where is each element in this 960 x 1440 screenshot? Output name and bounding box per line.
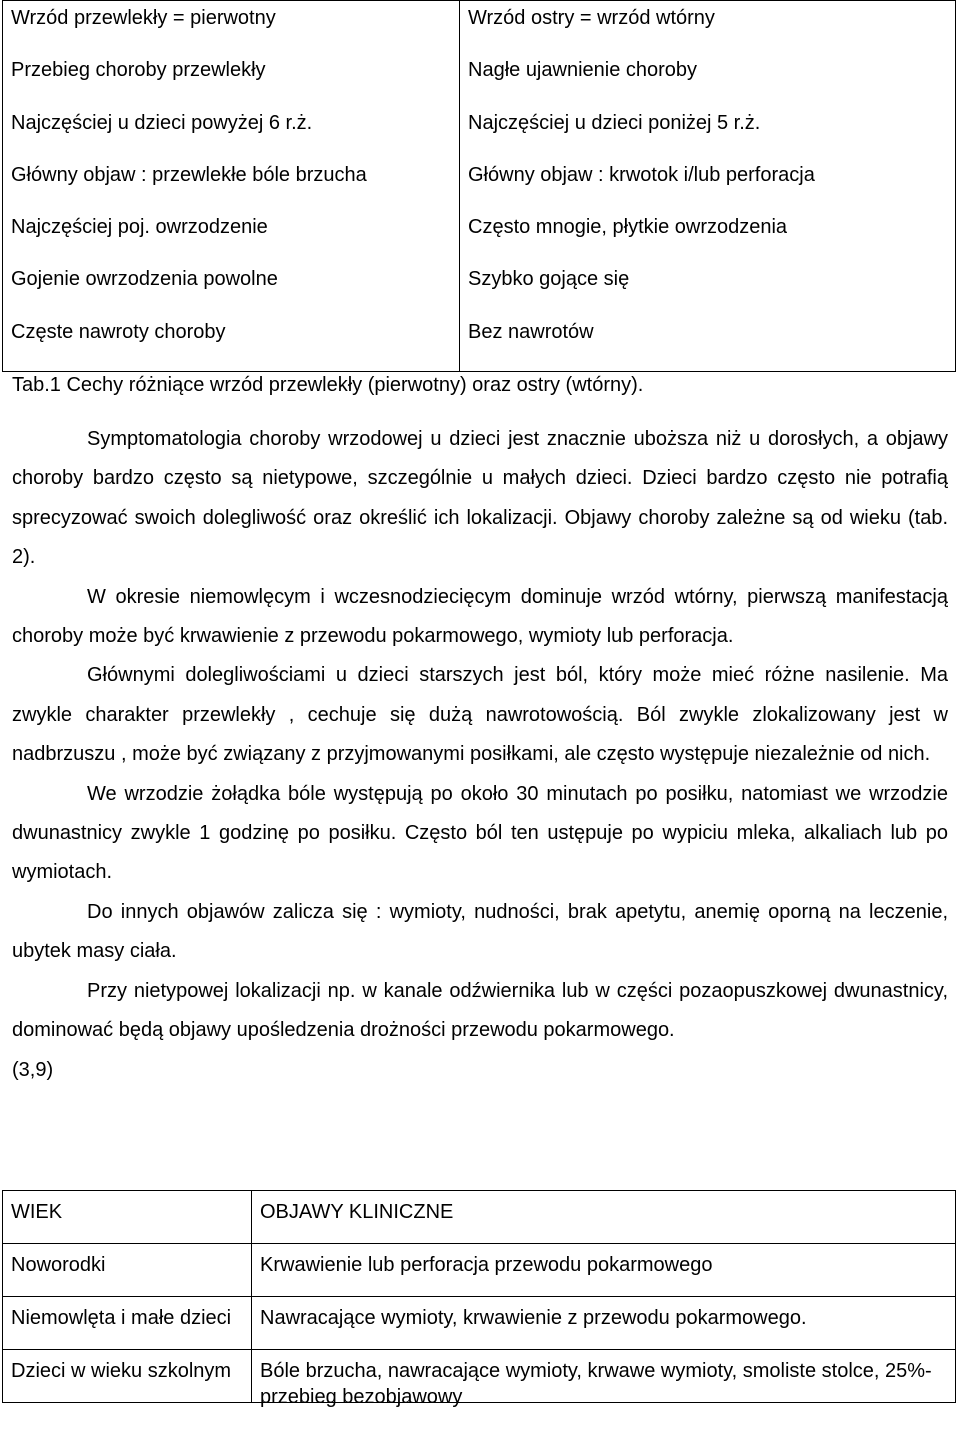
paragraph: Symptomatologia choroby wrzodowej u dzieci jest znacznie uboższa niż u dorosłych, a objawy choroby bardzo często są nietypowe, szczególnie u małych dzieci. Dzieci bardzo często nie potrafią sprecyzować swoich dolegliwość oraz określić ich lokalizacji. Objawy choroby zależne są od wieku (tab. 2). [12,428,948,569]
symptoms-text: Nawracające wymioty, krwawienie z przewodu pokarmowego. [260,1307,807,1329]
age-text: Noworodki [11,1254,106,1276]
symptoms-text: Krwawienie lub perforacja przewodu pokarmowego [260,1254,713,1276]
table-row [3,1297,956,1350]
age-header [3,1191,252,1244]
symptoms-text: Bóle brzucha, nawracające wymioty, krwawe wymioty, smoliste stolce, 25%- przebieg bezobjawowy [260,1360,932,1408]
acute-ulcer-column [460,1,956,372]
chronic-ulcer-line: Częste nawroty choroby [11,320,226,343]
age-cell [3,1297,252,1350]
symptoms-cell [252,1244,956,1297]
paragraph: We wrzodzie żołądka bóle występują po około 30 minutach po posiłku, natomiast we wrzodzie dwunastnicy zwykle 1 godzinę po posiłku. Często ból ten ustępuje po wypiciu mleka, alkaliach lub po wymiotach. [12,782,948,884]
symptoms-cell [252,1297,956,1350]
comparison-table [2,0,956,372]
age-cell [3,1350,252,1403]
chronic-ulcer-line: Najczęściej poj. owrzodzenie [11,216,268,239]
paragraph: W okresie niemowlęcym i wczesnodziecięcym dominuje wrzód wtórny, pierwszą manifestacją choroby może być krwawienie z przewodu pokarmowego, wymioty lub perforacja. [12,585,948,648]
chronic-ulcer-line: Główny objaw : przewlekłe bóle brzucha [11,163,367,186]
chronic-ulcer-column [3,1,460,372]
acute-ulcer-line: Najczęściej u dzieci poniżej 5 r.ż. [468,111,761,134]
body-text [12,420,948,1090]
age-cell [3,1244,252,1297]
age-symptoms-table [2,1190,956,1408]
chronic-ulcer-line: Przebieg choroby przewlekły [11,59,266,82]
table-header-row [3,1191,956,1244]
symptoms-cell [252,1350,956,1408]
acute-ulcer-line: Nagłe ujawnienie choroby [468,59,698,82]
acute-ulcer-line: Szybko gojące się [468,268,630,291]
age-header-text: WIEK [11,1201,63,1223]
symptoms-header-text: OBJAWY KLINICZNE [260,1201,454,1223]
chronic-ulcer-line: Najczęściej u dzieci powyżej 6 r.ż. [11,111,313,134]
paragraph: Głównymi dolegliwościami u dzieci starszych jest ból, który może mieć różne nasilenie. Ma zwykle charakter przewlekły , cechuje się dużą nawrotowością. Ból zwykle zlokalizowany jest w nadbrzuszu , może być związany z przyjmowanymi posiłkami, ale często występuje niezależnie od nich. [12,664,948,766]
table-row [3,1350,956,1403]
table-caption: Tab.1 Cechy różniące wrzód przewlekły (pierwotny) oraz ostry (wtórny). [12,374,644,396]
acute-ulcer-line: Wrzód ostry = wrzód wtórny [468,7,715,29]
table-row [3,1244,956,1297]
acute-ulcer-line: Główny objaw : krwotok i/lub perforacja [468,163,815,186]
paragraph: Przy nietypowej lokalizacji np. w kanale odźwiernika lub w części pozaopuszkowej dwunastnicy, dominować będą objawy upośledzenia drożności przewodu pokarmowego. [12,979,948,1042]
chronic-ulcer-line: Wrzód przewlekły = pierwotny [11,7,276,29]
paragraph: Do innych objawów zalicza się : wymioty, nudności, brak apetytu, anemię oporną na leczenie, ubytek masy ciała. [12,900,948,963]
acute-ulcer-line: Często mnogie, płytkie owrzodzenia [468,216,788,239]
age-text: Niemowlęta i małe dzieci [11,1307,232,1329]
acute-ulcer-line: Bez nawrotów [468,320,594,343]
age-text: Dzieci w wieku szkolnym [11,1360,232,1382]
reference: (3,9) [12,1058,54,1081]
symptoms-header [252,1191,956,1244]
chronic-ulcer-line: Gojenie owrzodzenia powolne [11,268,278,291]
